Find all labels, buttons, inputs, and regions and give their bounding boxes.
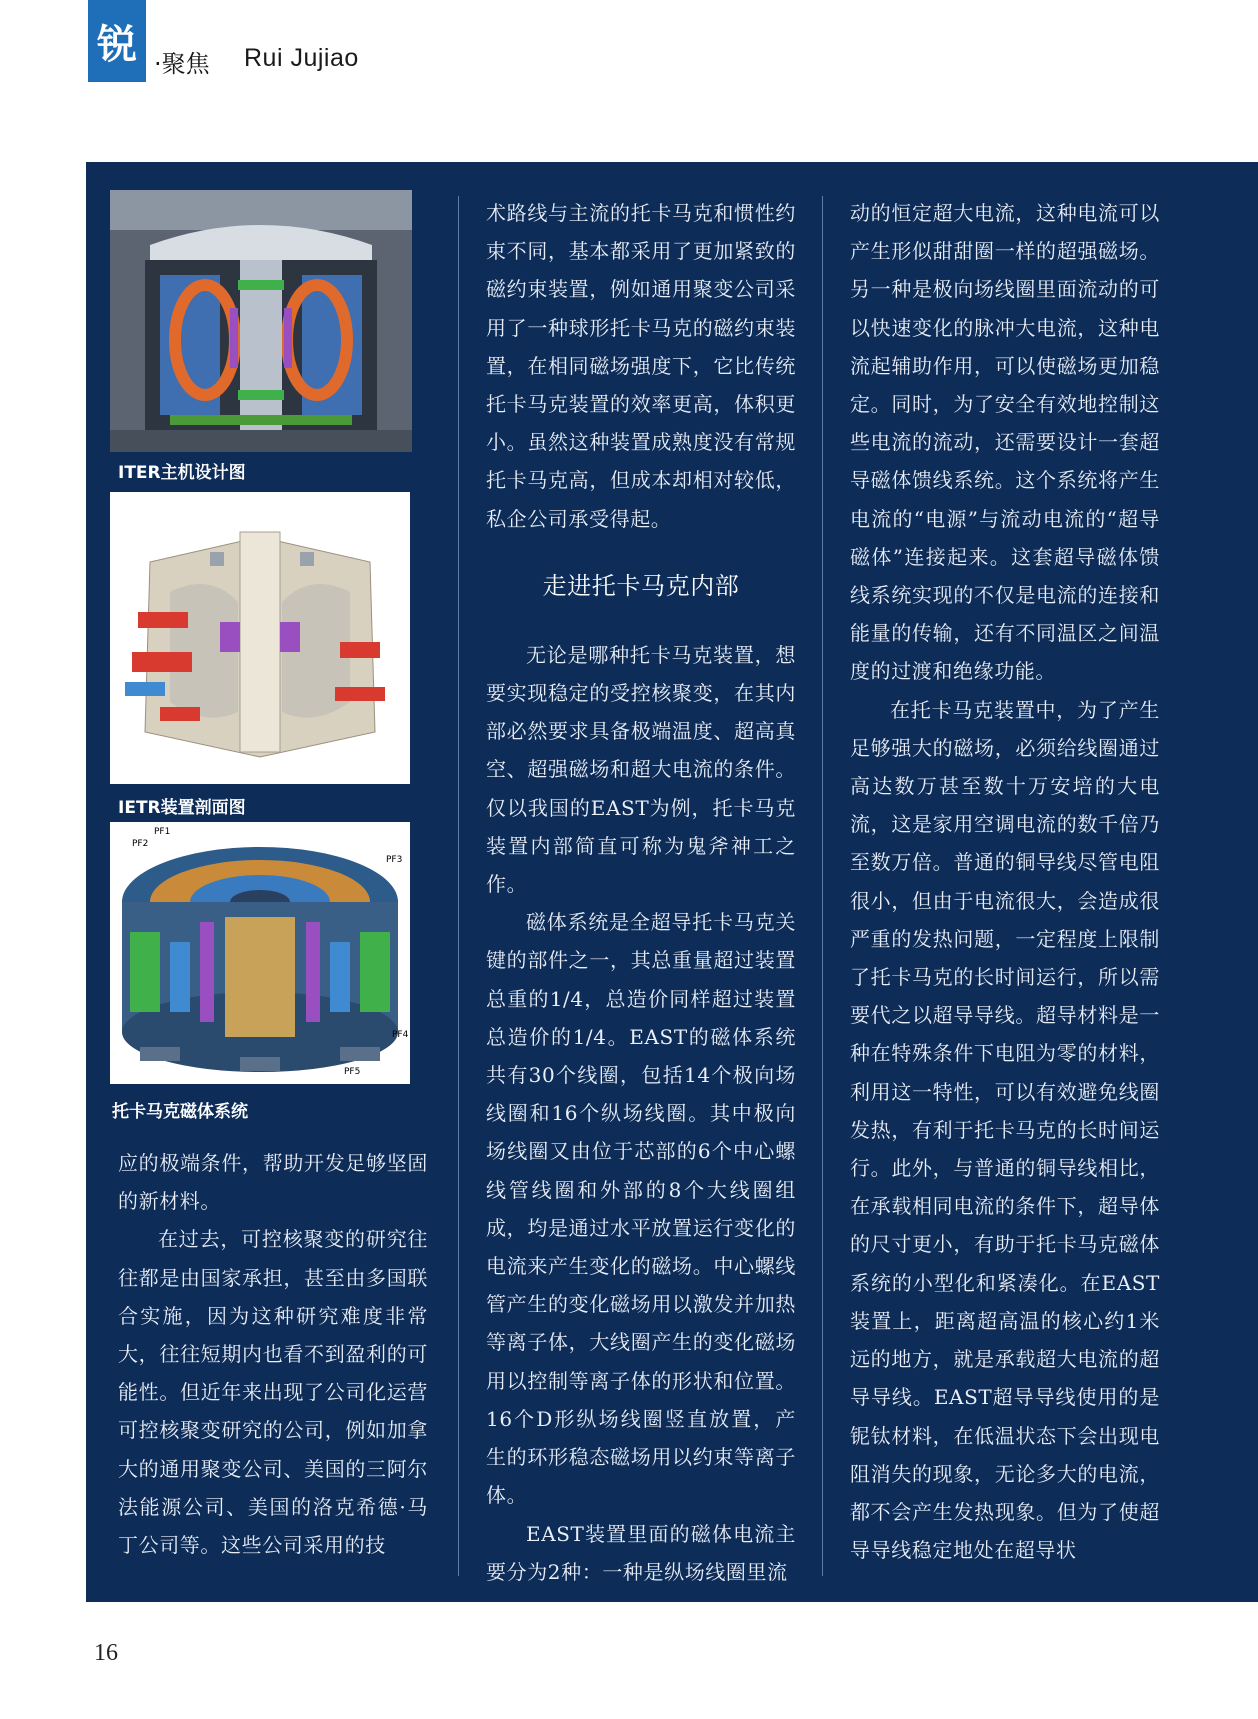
figure-caption: IETR装置剖面图 [118,798,246,818]
section-title: ·聚焦 [154,50,210,78]
column-1 [118,1144,428,1564]
paragraph: 在托卡马克装置中，为了产生足够强大的磁场，必须给线圈通过高达数万甚至数十万安培的大电流，这是家用空调电流的数千倍乃至数万倍。普通的铜导线尽管电阻很小，但由于电流很大，会造成很严重的发热问题，一定程度上限制了托卡马克的长时间运行，所以需要代之以超导导线。超导材料是一种在特殊条件下电阻为零的材料，利用这一特性，可以有效避免线圈发热，有利于托卡马克的长时间运行。此外，与普通的铜导线相比，在承载相同电流的条件下，超导体的尺寸更小，有助于托卡马克磁体系统的小型化和紧凑化。在EAST装置上，距离超高温的核心约1米远的地方，就是承载超大电流的超导导线。EAST超导导线使用的是铌钛材料，在低温状态下会出现电阻消失的现象，无论多大的电流，都不会产生发热现象。但为了使超导导线稳定地处在超导状 [850,697,1160,1563]
paragraph: 动的恒定超大电流，这种电流可以产生形似甜甜圈一样的超强磁场。另一种是极向场线圈里面流动的可以快速变化的脉冲大电流，这种电流起辅助作用，可以使磁场更加稳定。同时，为了安全有效地控制这些电流的流动，还需要设计一套超导磁体馈线系统。这个系统将产生电流的“电源”与流动电流的“超导磁体”连接起来。这套超导磁体馈线系统实现的不仅是电流的连接和能量的传输，还有不同温区之间温度的过渡和绝缘功能。 [850,201,1160,684]
column-2 [486,194,796,1591]
label-pf1: PF1 [154,827,171,837]
section-title-en: Rui Jujiao [244,44,359,72]
section-heading: 走进托卡马克内部 [542,571,740,600]
figure-caption: 托卡马克磁体系统 [112,1102,248,1122]
paragraph: 在过去，可控核聚变的研究往往都是由国家承担，甚至由多国联合实施，因为这种研究难度非常大，往往短期内也看不到盈利的可能性。但近年来出现了公司化运营可控核聚变研究的公司，例如加拿大的通用聚变公司、美国的三阿尔法能源公司、美国的洛克希德·马丁公司等。这些公司采用的技 [118,1227,428,1558]
magnet-system-image [110,822,410,1084]
label-pf4: PF4 [392,1030,409,1040]
column-divider [458,196,459,1576]
paragraph: 磁体系统是全超导托卡马克关键的部件之一，其总重量超过装置总重的1/4，总造价同样超过装置总造价的1/4。EAST的磁体系统共有30个线圈，包括14个极向场线圈和16个纵场线圈。其中极向场线圈又由位于芯部的6个中心螺线管线圈和外部的8个大线圈组成，均是通过水平放置运行变化的电流来产生变化的磁场。中心螺线管产生的变化磁场用以激发并加热等离子体，大线圈产生的变化磁场用以控制等离子体的形状和位置。16个D形纵场线圈竖直放置，产生的环形稳态磁场用以约束等离子体。 [486,910,796,1508]
label-pf3: PF3 [386,855,403,865]
paragraph: 应的极端条件，帮助开发足够坚固的新材料。 [118,1151,428,1214]
paragraph: EAST装置里面的磁体电流主要分为2种：一种是纵场线圈里流 [486,1521,796,1584]
paragraph: 术路线与主流的托卡马克和惯性约束不同，基本都采用了更加紧致的磁约束装置，例如通用聚变公司采用了一种球形托卡马克的磁约束装置，在相同磁场强度下，它比传统托卡马克装置的效率更高，体积更小。虽然这种装置成熟度没有常规托卡马克高，但成本却相对较低，私企公司承受得起。 [486,201,796,531]
column-divider [822,196,823,1576]
iter-design-image [110,190,412,452]
label-pf2: PF2 [132,839,149,849]
page-number: 16 [94,1640,118,1666]
figure-caption: ITER主机设计图 [118,463,246,483]
iter-cross-section-image [110,492,410,784]
paragraph: 无论是哪种托卡马克装置，想要实现稳定的受控核聚变，在其内部必然要求具备极端温度、超高真空、超强磁场和超大电流的条件。仅以我国的EAST为例，托卡马克装置内部简直可称为鬼斧神工之作。 [486,642,796,897]
label-pf5: PF5 [344,1067,361,1077]
section-badge: 锐 [88,0,146,82]
column-3 [850,194,1160,1569]
